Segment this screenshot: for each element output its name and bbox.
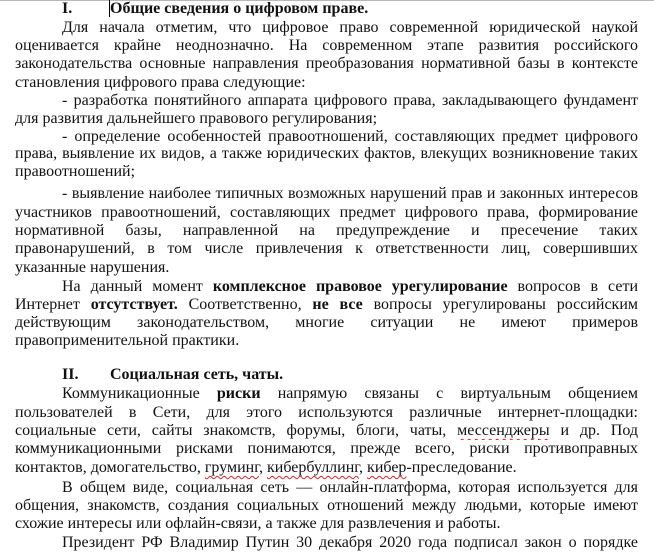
text-segment: - выявление наиболее типичных возможных нарушений прав и законных интересов: [62, 185, 638, 202]
text-segment: напрямую связаны с виртуальным общением: [260, 385, 638, 402]
text-segment: ,: [359, 459, 368, 476]
text-line: [15, 458, 638, 477]
text-segment: действующим законодательством, многие ситуации не имеют примеров: [15, 314, 638, 331]
text-segment: контактов, домогательство,: [15, 459, 205, 476]
text-segment: вопросов в сети: [507, 278, 638, 295]
misspelled-word[interactable]: кибербуллинг: [267, 459, 360, 476]
text-line: [15, 421, 638, 440]
text-segment: указанные нарушения.: [15, 259, 170, 276]
text-line: [15, 144, 638, 163]
section-heading: [0, 365, 654, 384]
bold-text: комплексное правовое урегулирование: [212, 278, 508, 295]
text-segment: Для начала отметим, что цифровое право современной юридической наукой: [62, 19, 638, 36]
text-segment: правоотношений;: [15, 163, 136, 180]
text-line: [62, 384, 638, 403]
text-segment: пользователей в Сети, для этого используются различные интернет-площадки:: [15, 404, 638, 421]
text-segment: Коммуникационные: [62, 385, 217, 402]
text-line: [15, 203, 638, 222]
bold-text: отсутствует.: [90, 296, 178, 313]
text-line: [62, 478, 638, 497]
section-title: Общие сведения о цифровом праве.: [110, 0, 369, 17]
misspelled-word[interactable]: кибер: [367, 459, 407, 476]
text-segment: схожие интересы или офлайн-связи, а также для развлечения и работы.: [15, 515, 501, 532]
text-line: [15, 109, 638, 128]
section-title: Социальная сеть, чаты.: [110, 366, 284, 383]
text-segment: - определение особенностей правоотношений, составляющих предмет цифрового: [62, 128, 638, 145]
misspelled-word[interactable]: мессенджеры: [457, 422, 550, 439]
text-segment: -преследование.: [406, 459, 517, 476]
text-line: [62, 533, 638, 552]
text-line: [15, 36, 638, 55]
text-segment: общения, знакомств, создания социальных отношений между людьми, которые имеют: [15, 497, 638, 514]
text-line: [15, 331, 638, 350]
text-line: [15, 258, 638, 277]
text-segment: социальные сети, сайты знакомств, форумы, блоги, чаты,: [15, 422, 458, 439]
misspelled-word[interactable]: груминг: [204, 459, 259, 476]
text-segment: правонарушений, в том числе привлечения к ответственности лиц, совершивших: [15, 240, 638, 257]
text-line: [15, 239, 638, 258]
text-segment: Интернет: [15, 296, 91, 313]
text-segment: оценивается крайне неоднозначно. На современном этапе развития российского: [15, 37, 638, 54]
section-number: II.: [62, 366, 79, 383]
text-line: [62, 91, 638, 110]
bold-text: риски: [216, 385, 261, 402]
text-segment: нормативной базы, направленной на предупреждение и пресечение таких: [15, 222, 638, 239]
text-segment: права, выявление их видов, а также юридических фактов, влекущих возникновение таких: [15, 145, 638, 162]
text-segment: вопросы урегулированы российским: [362, 296, 638, 313]
text-cursor: [109, 0, 110, 17]
text-segment: ,: [259, 459, 267, 476]
text-segment: для развития дальнейшего правового регулирования;: [15, 110, 378, 127]
text-line: [15, 313, 638, 332]
bold-text: не все: [312, 296, 363, 313]
section-heading: [0, 0, 654, 18]
text-line: [15, 73, 638, 92]
text-line: [62, 277, 638, 296]
text-line: [15, 221, 638, 240]
text-line: [15, 295, 638, 314]
text-line: [15, 514, 638, 533]
text-line: [15, 403, 638, 422]
text-segment: и др. Под: [549, 422, 638, 439]
text-segment: коммуникационными рисками понимаются, прежде всего, риски противоправных: [15, 440, 638, 457]
text-segment: Президент РФ Владимир Путин 30 декабря 2020 года подписал закон о порядке: [62, 534, 638, 551]
text-line: [15, 162, 638, 181]
text-segment: становления цифрового права следующие:: [15, 74, 306, 91]
text-segment: На данный момент: [62, 278, 213, 295]
text-segment: В общем виде, социальная сеть — онлайн-платформа, которая используется для: [62, 479, 638, 496]
section-number: I.: [62, 0, 73, 17]
text-line: [15, 496, 638, 515]
text-line: [62, 18, 638, 37]
text-segment: законодательства основные направления преобразования нормативной базы в контексте: [15, 55, 638, 72]
text-segment: - разработка понятийного аппарата цифрового права, закладывающего фундамент: [62, 92, 638, 109]
text-line: [15, 54, 638, 73]
text-segment: Соответственно,: [177, 296, 313, 313]
text-line: [62, 184, 638, 203]
text-segment: правоприменительной практики.: [15, 332, 240, 349]
text-segment: участников правоотношений, составляющих предмет цифрового права, формирование: [15, 204, 638, 221]
text-line: [15, 439, 638, 458]
